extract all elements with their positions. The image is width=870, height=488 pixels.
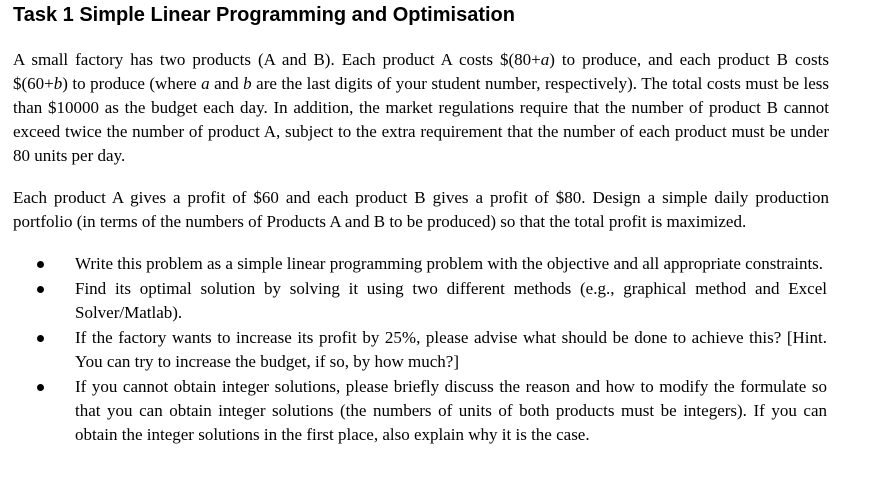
- bullet-dot-icon: [37, 261, 44, 268]
- bullet-text: If the factory wants to increase its profit by 25%, please advise what should be done to achieve this? [Hint. You can try to increase the budget, if so, by how much?]: [75, 328, 827, 371]
- bullet-dot-icon: [37, 286, 44, 293]
- paragraph1-text-3: ) to produce (where: [62, 74, 202, 93]
- profit-description-paragraph: Each product A gives a profit of $60 and each product B gives a profit of $80. Design a simple daily production portfolio (in terms of the numbers of Products A and B to be produced) so that the total profit is maximized.: [13, 188, 829, 231]
- bullet-dot-icon: [37, 384, 44, 391]
- paragraph1-text-1: A small factory has two products (A and B). Each product A costs $(80+: [13, 50, 541, 69]
- list-item: [0, 252, 827, 276]
- variable-a: a: [540, 50, 550, 69]
- paragraph1-text-4: and: [209, 74, 244, 93]
- variable-b: b: [243, 74, 252, 93]
- paragraph1-text-2: ) to produce, and each product B costs $(60+: [13, 50, 829, 93]
- bullet-text: Find its optimal solution by solving it using two different methods (e.g., graphical method and Excel Solver/Matlab).: [75, 279, 827, 322]
- bullet-dot-icon: [37, 335, 44, 342]
- variable-b: b: [53, 74, 63, 93]
- list-item: [0, 326, 827, 374]
- bullet-text: Write this problem as a simple linear programming problem with the objective and all appropriate constraints.: [75, 254, 824, 273]
- paragraph1-text-5: are the last digits of your student number, respectively). The total costs must be less than $10000 as the budget each day. In addition, the market regulations require that the number of product B cannot exceed twice the number of product A, subject to the extra requirement that the number of each product must be under 80 units per day.: [13, 74, 830, 165]
- task-bullet-list: [0, 252, 870, 447]
- list-item: [0, 375, 827, 447]
- list-item: [0, 277, 827, 325]
- variable-a: a: [201, 74, 210, 93]
- task-title: Task 1 Simple Linear Programming and Optimisation: [13, 4, 515, 26]
- bullet-text: If you cannot obtain integer solutions, please briefly discuss the reason and how to modify the formulate so that you can obtain integer solutions (the numbers of units of both products must be integers). If you can obtain the integer solutions in the first place, also explain why it is the case.: [75, 377, 827, 444]
- problem-description-paragraph: [13, 48, 829, 168]
